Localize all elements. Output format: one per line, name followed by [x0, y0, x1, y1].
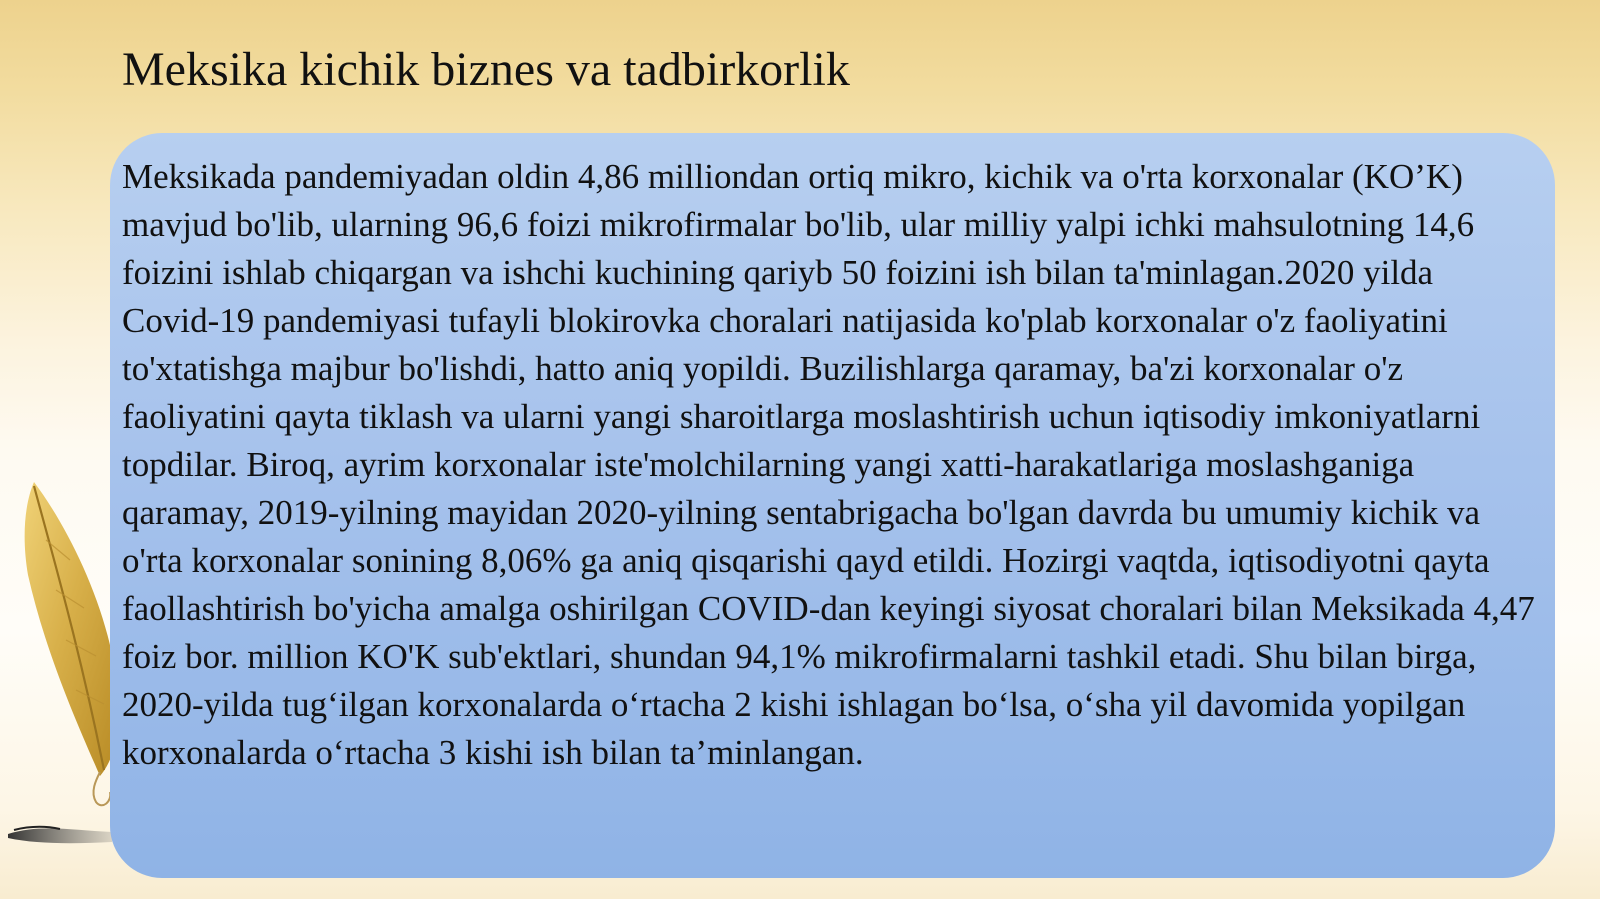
content-box [110, 133, 1555, 878]
slide-title: Meksika kichik biznes va tadbirkorlik [122, 43, 850, 96]
body-paragraph: Meksikada pandemiyadan oldin 4,86 milliondan ortiq mikro, kichik va o'rta korxonalar (KO’K) mavjud bo'lib, ularning 96,6 foizi mikrofirmalar bo'lib, ular milliy yalpi ichki mahsulotning 14,6 foizini ishlab chiqargan va ishchi kuchining qariyb 50 foizini ish bilan ta'minlagan.2020 yilda Covid-19 pandemiyasi tufayli blokirovka choralari natijasida ko'plab korxonalar o'z faoliyatini to'xtatishga majbur bo'lishdi, hatto aniq yopildi. Buzilishlarga qaramay, ba'zi korxonalar o'z faoliyatini qayta tiklash va ularni yangi sharoitlarga moslashtirish uchun iqtisodiy imkoniyatlarni topdilar. Biroq, ayrim korxonalar iste'molchilarning yangi xatti-harakatlariga moslashganiga qaramay, 2019-yilning mayidan 2020-yilning sentabrigacha bo'lgan davrda bu umumiy kichik va o'rta korxonalar sonining 8,06% ga aniq qisqarishi qayd etildi. Hozirgi vaqtda, iqtisodiyotni qayta faollashtirish bo'yicha amalga oshirilgan COVID-dan keyingi siyosat choralari bilan Meksikada 4,47 foiz bor. million KO'K sub'ektlari, shundan 94,1% mikrofirmalarni tashkil etadi. Shu bilan birga, 2020-yilda tug‘ilgan korxonalarda o‘rtacha 2 kishi ishlagan bo‘lsa, o‘sha yil davomida yopilgan korxonalarda o‘rtacha 3 kishi ish bilan ta’minlangan. [122, 157, 1535, 772]
